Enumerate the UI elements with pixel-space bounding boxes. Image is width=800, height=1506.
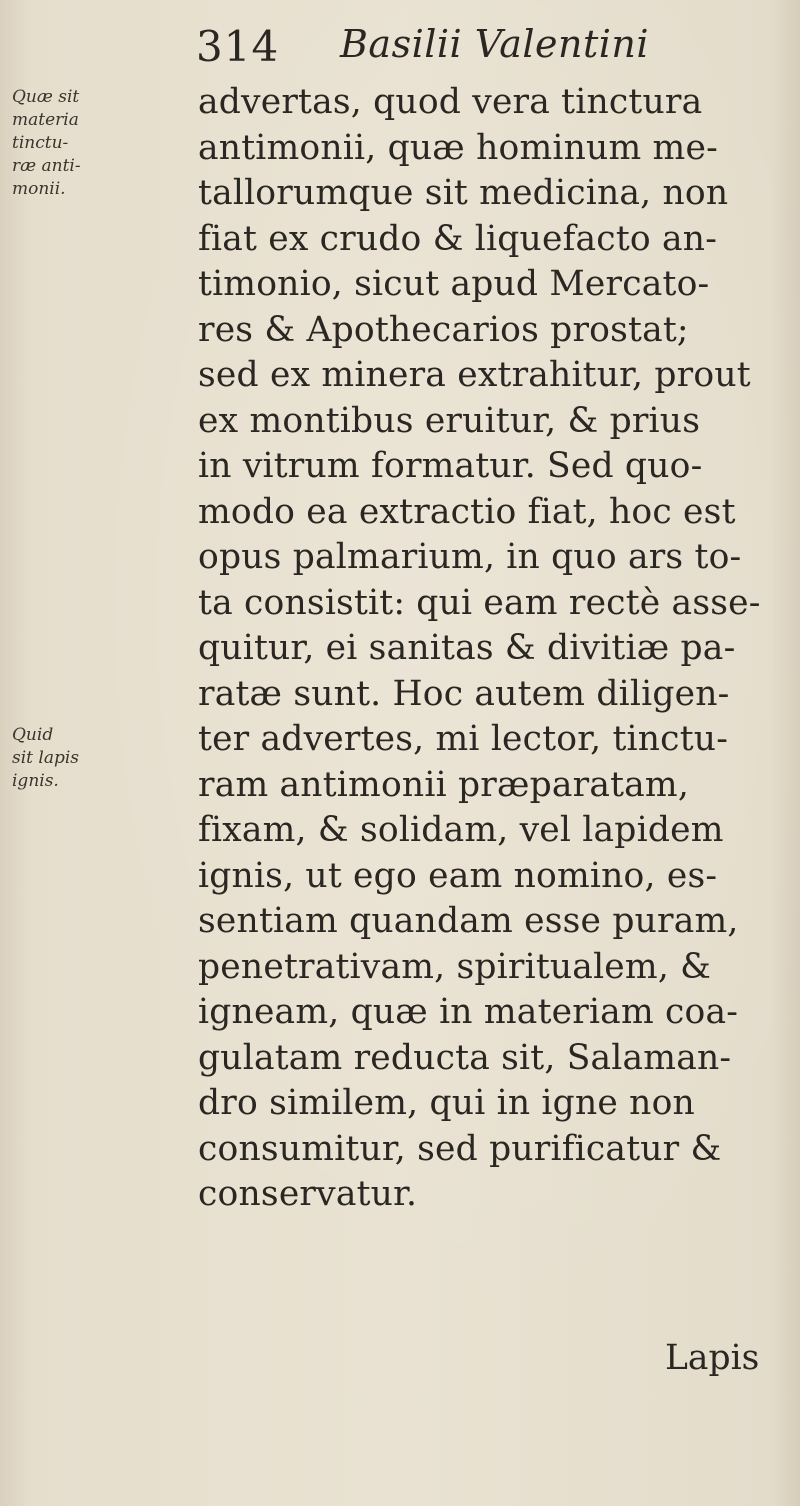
text-line: modo ea extractio fiat, hoc est [198, 491, 736, 532]
text-line: advertas, quod vera tinctura [198, 82, 703, 122]
text-line: sed ex minera extrahitur, prout [198, 355, 751, 395]
text-line: quitur, ei sanitas & divitiæ pa- [198, 628, 736, 668]
margin-note-line: sit lapis [12, 748, 80, 768]
margin-note-materia [12, 86, 81, 201]
text-line: ratæ sunt. Hoc autem diligen- [198, 673, 730, 714]
text-line: ex montibus eruitur, & prius [198, 400, 701, 441]
text-line: conservatur. [198, 1174, 418, 1214]
running-head: Basilii Valentini [340, 22, 650, 66]
text-line: antimonii, quæ hominum me- [198, 127, 718, 168]
text-line: gulatam reducta sit, Salaman- [198, 1037, 732, 1078]
text-line: tallorumque sit medicina, non [198, 173, 729, 213]
text-line: ter advertes, mi lector, tinctu- [198, 719, 729, 759]
text-line: timonio, sicut apud Mercato- [198, 264, 710, 304]
text-line: ta consistit: qui eam rectè asse- [198, 582, 761, 623]
text-line: res & Apothecarios prostat; [198, 309, 689, 350]
text-line: consumitur, sed purificatur & [198, 1128, 722, 1169]
page-header [0, 14, 800, 84]
catchword: Lapis [665, 1338, 760, 1378]
margin-note-line: Quæ sit [12, 87, 80, 107]
text-line: fiat ex crudo & liquefacto an- [198, 218, 718, 259]
margin-note-line: tinctu- [12, 133, 69, 153]
margin-note-line: Quid [12, 725, 54, 745]
margin-note-lapis [12, 724, 79, 793]
page-number: 314 [196, 22, 280, 71]
text-line: ram antimonii præparatam, [198, 764, 689, 805]
margin-note-line: materia [12, 110, 79, 130]
text-line: igneam, quæ in materiam coa- [198, 992, 739, 1032]
text-line: opus palmarium, in quo ars to- [198, 537, 742, 577]
margin-note-line: monii. [12, 179, 66, 199]
text-line: penetrativam, spiritualem, & [198, 946, 712, 987]
text-line: dro similem, qui in igne non [198, 1083, 695, 1123]
body-text [198, 80, 798, 1218]
text-line: sentiam quandam esse puram, [198, 901, 739, 941]
text-line: ignis, ut ego eam nomino, es- [198, 855, 718, 896]
text-line: fixam, & solidam, vel lapidem [198, 810, 724, 850]
margin-note-line: ræ anti- [12, 156, 81, 176]
margin-note-line: ignis. [12, 771, 59, 791]
text-line: in vitrum formatur. Sed quo- [198, 446, 703, 486]
